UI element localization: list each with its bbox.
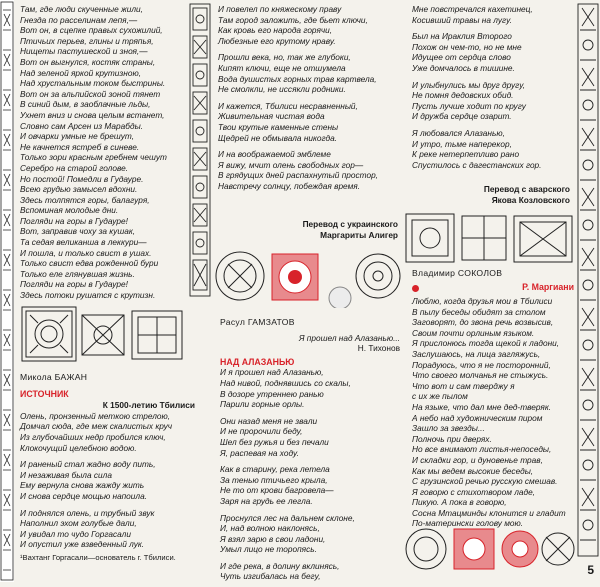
poem-title-istochnik: ИСТОЧНИК (20, 388, 69, 399)
poem-line: И не пророчили беду, (220, 426, 303, 437)
poem-line: Домчал сюда, где меж скалистых круч (20, 421, 173, 432)
column1-second-poem (20, 372, 195, 564)
col1-ornament-tiles (20, 305, 185, 365)
poem-line: Мне повстречался кахетинец, (412, 4, 533, 14)
column2-translator (218, 219, 398, 240)
poem-line: В синий дым, в заоблачные льды, (20, 99, 151, 110)
translator-name: Маргариты Алигер (320, 229, 398, 240)
poem-line: Но все внимают листья-непоседы, (412, 444, 552, 455)
column2-poem-continued (218, 4, 398, 192)
poem-line: Над зеленой яркой крутизною, (20, 67, 142, 78)
poem-line: И снова сердце мощью напоила. (20, 490, 148, 501)
poem-line: Погляди на горы в Гудауре! (20, 215, 128, 226)
poem-line: И дружба сердце озарит. (412, 111, 512, 122)
left-ornament-pattern (0, 0, 14, 582)
column3-poem-continued (412, 4, 574, 170)
translator-note-avar: Перевод с аварского (483, 184, 570, 194)
poem-line: Люблю, когда друзья мои в Тбилиси (412, 296, 553, 306)
poem-line: Гнезда по расселинам лепя,— (20, 14, 138, 25)
poem-line: И складки гор, и дуновенье трав, (412, 454, 543, 465)
poem-line: Пикую. А пока в говорю, (412, 497, 507, 508)
poem-line: Твои крутые каменные стены (218, 121, 339, 132)
poem-line: Не помня дедовских обид. (412, 90, 514, 101)
poem-line: Они назад меня не звали (220, 415, 318, 426)
col2-emblems (212, 248, 402, 308)
poem-line: В пылу беседы обидят за столом (412, 306, 546, 317)
poem-line: Я, распевая на ходу. (220, 447, 299, 458)
poem-line: Сосна Мтацминды клонится и гладит (412, 507, 566, 518)
poem-line: И кажется, Тбилиси несравненный, (218, 100, 358, 111)
poem-line: Заговорят, до звона речь возвысив, (412, 317, 554, 328)
epigraph: Я прошел над Алазанью... (298, 332, 400, 343)
poem-line: Здесь потоки рушатся с крутизн. (20, 290, 156, 301)
poem-line: Птичьих перьев, глины и тряпья, (20, 35, 154, 46)
poem-line: Ему вернула снова жажду жить (20, 480, 145, 491)
poem-line: Я вижу, мчит олень свободных гор— (218, 159, 364, 170)
poem-line: Спустилось с дагестанских гор. (412, 159, 542, 170)
poem-line: Из глубочайших недр пробился ключ, (20, 431, 166, 442)
poem-subtitle: К 1500-летию Тбилиси (102, 400, 195, 411)
poem-line: Над хрустальным током быстрины. (20, 78, 166, 89)
poem-line: Вот он за альпийской зоной тянет (20, 88, 161, 99)
poem-line: Навстречу солнцу, побеждая время. (218, 180, 361, 191)
poem-line: И увидал то чудо Горгасали (20, 528, 131, 539)
epigraph-author: Н. Тихонов (357, 343, 400, 354)
poem-line: Чуть изгибалась на бегу, (220, 571, 321, 582)
poem-line: Полночь при дверях. (412, 433, 492, 444)
poem-line: Живительная чистая вода (218, 111, 325, 122)
poem-line: Как в старину, река летела (220, 464, 330, 475)
poem-line: Я прислонюсь тогда щекой к ладони, (412, 338, 560, 349)
poem-line: Идущее от сердца слово (412, 52, 511, 63)
poem-line: И где река, в долину вклинясь, (220, 560, 340, 571)
poem-line: Пусть лучше ходит по кругу (412, 100, 526, 111)
poem-line: Парили горные орлы. (220, 399, 305, 410)
left-ornament-strip (0, 0, 14, 582)
poem-line: Как мы ведем высокие беседы, (412, 465, 534, 476)
poem-line: За тенью птичьего крыла, (220, 474, 328, 485)
poem-line: Наполнил эхом голубые дали, (20, 518, 137, 529)
poem-line: Но постой! Помедли в Гудауре. (20, 173, 144, 184)
poem-line: Проснулся лес на дальнем склоне, (220, 512, 355, 523)
poem-line: Кипят ключи, еще не отшумела (218, 62, 346, 73)
poem-line: Словно сам Арсен из Марабды. (20, 120, 144, 131)
translator-note: Перевод с украинского (302, 219, 398, 229)
poem-line: Клокочущий целебною водою. (20, 442, 137, 453)
author-sokolov: Владимир СОКОЛОВ (412, 268, 503, 278)
poem-line: Я говорю с стихотвором ладе, (412, 486, 535, 497)
poem-line: Прошли века, но, так же глубоки, (218, 52, 351, 63)
poem-line: Вот он выгнулся, костяк страны, (20, 56, 156, 67)
poem-line: С грузинской речью русскую смешав. (412, 476, 558, 487)
poem-line: Похож он чем-то, но не мне (412, 41, 522, 52)
istochnik-lines (20, 411, 195, 550)
poem-line: Умыл лицо не торопясь. (220, 544, 317, 555)
poem-line: Косивший травы на лугу. (412, 14, 513, 25)
poem-line: На языке, что дал мне дед-тверяк. (412, 401, 552, 412)
poem-line: Всею грудью замысел вдохни. (20, 184, 138, 195)
poem-line: Заря на грудь ее легла. (220, 495, 313, 506)
poem-line: Олень, пронзенный меткою стрелою, (20, 410, 171, 421)
poem-line: Заслушаюсь, на лица загляжусь, (412, 348, 541, 359)
poem-line: Вода душистых горных трав картвела, (218, 73, 377, 84)
poem-line: Только свист едва рожденной бури (20, 258, 159, 269)
red-dot-icon (412, 285, 419, 292)
poem-line: Что своего молчанья не стыжусь. (412, 370, 549, 381)
poem-line: И улыбнулись мы друг другу, (412, 79, 526, 90)
poem-line: И раненый стал жадно воду пить, (20, 459, 156, 470)
poem-line: И повелел по княжескому праву (218, 4, 342, 14)
poem-line: Что вот и сам тверджу я (412, 380, 515, 391)
col3-bottom-emblems (404, 523, 576, 575)
poem-line: И утро, тьме наперекор, (412, 138, 512, 149)
poem-line: Вспоминая молодые дни. (20, 205, 119, 216)
poem-line: Любезные его крутому нраву. (218, 35, 336, 46)
poem-line: В грядущих дней распахнутый простор, (218, 170, 378, 181)
poem-line: Уже домчалось в тишине. (412, 62, 515, 73)
footnote: ¹Вахтанг Горгасали—основатель г. Тбилиси. (20, 552, 176, 562)
alazan-lines (220, 367, 400, 582)
poem-line: Не качнется ястреб в синеве. (20, 141, 140, 152)
column2-second-poem (220, 317, 400, 582)
poem-line: Шел без ружья и без печали (220, 436, 329, 447)
poem-line: И на воображаемой эмблеме (218, 149, 331, 160)
poem-line: Я любовался Алазанью, (412, 127, 505, 138)
poem-line: И поднялся олень, и трубный звук (20, 507, 155, 518)
poem-line: Не то от крови багровела— (220, 485, 334, 496)
poem-line: Нищеты пастушеской и зноя,— (20, 46, 148, 57)
column3-second-poem (412, 268, 574, 529)
poem-line: Та седая великанша в леккури— (20, 237, 147, 248)
poem-line: К реке нетерпетливо рано (412, 149, 520, 160)
poem-line: Вот он, в сцепке правых сухожилий, (20, 25, 163, 36)
poem-line: Серебро на старой голове. (20, 162, 129, 173)
poem-line: Зашло за звезды... (412, 423, 485, 434)
poem-line: Вот, заправив чоху за кушак, (20, 226, 136, 237)
poem-line: Щедрей не обмывала никогда. (218, 132, 338, 143)
poem-line: Над нивой, поднявшись со скалы, (220, 377, 351, 388)
poem-line: В дозоре утреннею ранью (220, 388, 324, 399)
poem-line: Порадуюсь, что я не посторонний, (412, 359, 551, 370)
poem-line: И незаживая была сила (20, 469, 112, 480)
right-ornament-strip (576, 0, 600, 560)
poem-line: с их же пылом (412, 391, 468, 402)
translator-name-kozlovsky: Якова Козловского (491, 194, 570, 205)
author-gamzatov: Расул ГАМЗАТОВ (220, 317, 295, 327)
poem-line: Только зори красным гребнем чешут (20, 152, 167, 163)
poem-title-alazan: НАД АЛАЗАНЬЮ (220, 356, 295, 367)
poem-line: Я взял зарю в свои ладони, (220, 533, 326, 544)
middle-ornament-strip (188, 0, 212, 300)
poem-line: И овчарки умные не брешут, (20, 131, 135, 142)
poem-line: По-матерински голову мою. (412, 518, 524, 529)
dedication: Р. Маргиани (522, 282, 574, 292)
poem-line: Ухнет вниз и снова целым встанет, (20, 109, 165, 120)
poem-line: И, над волною наклонясь, (220, 523, 320, 534)
poem-line: Здесь толпятся горы, балагуря, (20, 194, 150, 205)
author-bazhan: Микола БАЖАН (20, 372, 88, 382)
poem-line: Не смолкли, не иссякли родники. (218, 84, 346, 95)
poem-line: Как кровь его народа горячи, (218, 25, 333, 36)
poem-line: И пошла, и только свист в ушах. (20, 247, 152, 258)
poem-line: Там город заложить, где бьет ключи, (218, 14, 368, 25)
poem-line: Только еле глянувшая жизнь. (20, 268, 135, 279)
col3-ornament-tiles (404, 212, 576, 264)
poem-line: Был на Ираклия Второго (412, 31, 512, 42)
poem-line: Своим почти орлиным языком. (412, 327, 535, 338)
page-number: 5 (587, 563, 594, 577)
poem-line: А небо над художническим пиром (412, 412, 543, 423)
column3-translator (412, 184, 570, 205)
poem-line: И опустил уже взведенный лук. (20, 539, 145, 550)
poem-line: И я прошел над Алазанью, (220, 367, 324, 378)
poem-line: Погляди на горы в Гудауре! (20, 279, 128, 290)
sokolov-lines (412, 296, 574, 529)
poem-line: Там, где люди скученные жили, (20, 4, 143, 14)
column1-poem (20, 4, 188, 301)
